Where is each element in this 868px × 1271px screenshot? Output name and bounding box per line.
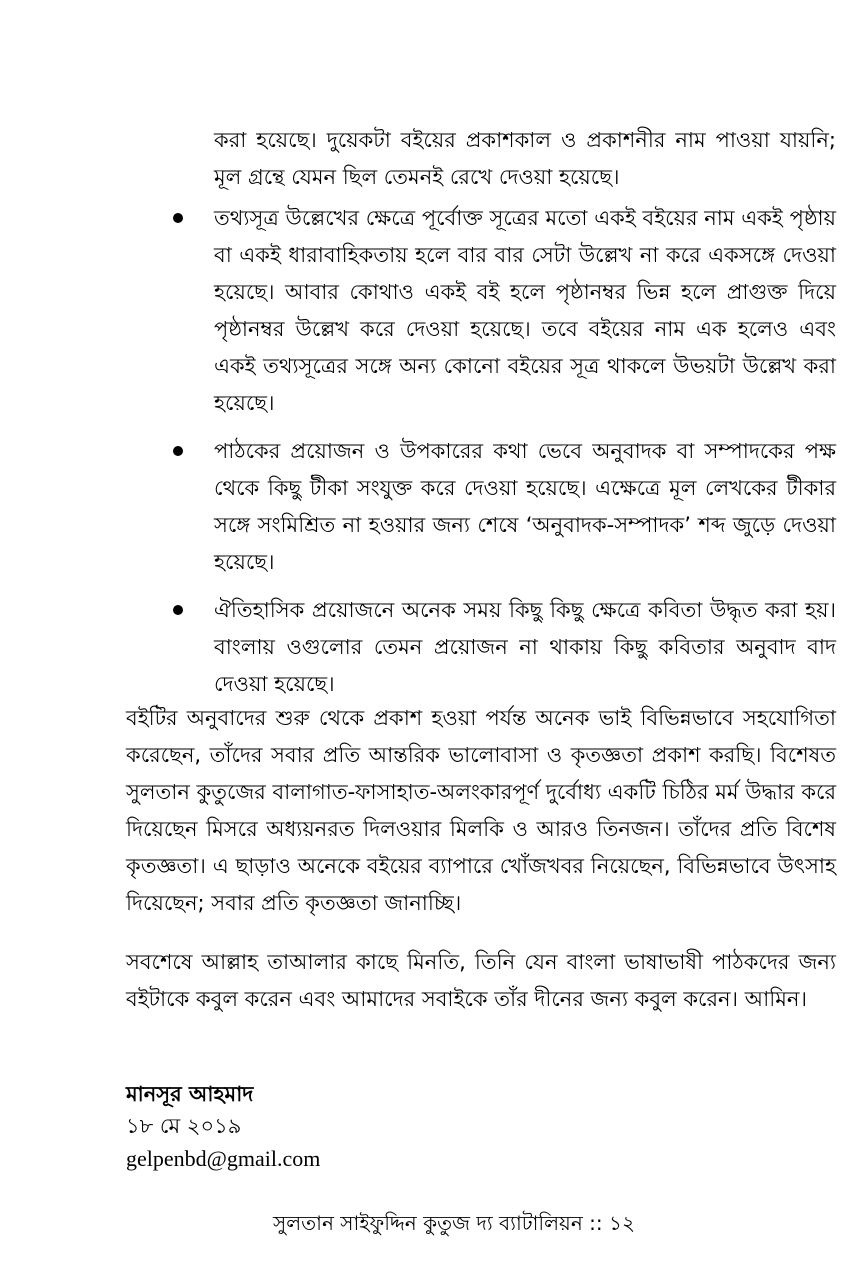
continued-bullet-text: করা হয়েছে। দুয়েকটা বইয়ের প্রকাশকাল ও প্রকাশনীর নাম পাওয়া যায়নি; মূল গ্রন্থে যেমন ছিল তেমনই রেখে দেওয়া হয়েছে। xyxy=(214,128,836,189)
notes-bullet-list xyxy=(214,200,836,714)
acknowledgement-paragraph: বইটির অনুবাদের শুরু থেকে প্রকাশ হওয়া পর্যন্ত অনেক ভাই বিভিন্নভাবে সহযোগিতা করেছেন, তাঁদের সবার প্রতি আন্তরিক ভালোবাসা ও কৃতজ্ঞতা প্রকাশ করছি। বিশেষত সুলতান কুতুজের বালাগাত-ফাসাহাত-অলংকারপূর্ণ দুর্বোধ্য একটি চিঠির মর্ম উদ্ধার করে দিয়েছেন মিসরে অধ্যয়নরত দিলওয়ার মিলকি ও আরও তিনজন। তাঁদের প্রতি বিশেষ কৃতজ্ঞতা। এ ছাড়াও অনেকে বইয়ের ব্যাপারে খোঁজখবর নিয়েছেন, বিভিন্নভাবে উৎসাহ দিয়েছেন; সবার প্রতি কৃতজ্ঞতা জানাচ্ছি। xyxy=(126,706,837,915)
bullet-item xyxy=(214,200,836,422)
bullet-text: তথ্যসূত্র উল্লেখের ক্ষেত্রে পূর্বোক্ত সূত্রের মতো একই বইয়ের নাম একই পৃষ্ঠায় বা একই ধারাবাহিকতায় হলে বার বার সেটা উল্লেখ না করে একসঙ্গে দেওয়া হয়েছে। আবার কোথাও একই বই হলে পৃষ্ঠানম্বর ভিন্ন হলে প্রাগুক্ত দিয়ে পৃষ্ঠানম্বর উল্লেখ করে দেওয়া হয়েছে। তবে বইয়ের নাম এক হলেও এবং একই তথ্যসূত্রের সঙ্গে অন্য কোনো বইয়ের সূত্র থাকলে উভয়টা উল্লেখ করা হয়েছে। xyxy=(214,206,836,415)
page-footer: সুলতান সাইফুদ্দিন কুতুজ দ্য ব্যাটালিয়ন :: ১২ xyxy=(273,1211,635,1235)
bullet-text: পাঠকের প্রয়োজন ও উপকারের কথা ভেবে অনুবাদক বা সম্পাদকের পক্ষ থেকে কিছু টীকা সংযুক্ত করে দেওয়া হয়েছে। এক্ষেত্রে মূল লেখকের টীকার সঙ্গে সংমিশ্রিত না হওয়ার জন্য শেষে ‘অনুবাদক-সম্পাদক’ শব্দ জুড়ে দেওয়া হয়েছে। xyxy=(214,439,836,574)
author-email: gelpenbd@gmail.com xyxy=(126,1146,321,1171)
bullet-icon xyxy=(173,605,183,615)
signature-date: ১৮ মে ২০১৯ xyxy=(126,1114,242,1138)
bullet-icon xyxy=(173,446,183,456)
bullet-icon xyxy=(173,213,183,223)
closing-prayer-paragraph: সবশেষে আল্লাহ তাআলার কাছে মিনতি, তিনি যেন বাংলা ভাষাভাষী পাঠকদের জন্য বইটাকে কবুল করেন এবং আমাদের সবাইকে তাঁর দীনের জন্য কবুল করেন। আমিন। xyxy=(126,950,836,1011)
bullet-item xyxy=(214,433,836,581)
bullet-item xyxy=(214,592,836,703)
bullet-text: ঐতিহাসিক প্রয়োজনে অনেক সময় কিছু কিছু ক্ষেত্রে কবিতা উদ্ধৃত করা হয়। বাংলায় ওগুলোর তেমন প্রয়োজন না থাকায় কিছু কবিতার অনুবাদ বাদ দেওয়া হয়েছে। xyxy=(214,598,836,696)
author-name: মানসূর আহমাদ xyxy=(126,1082,254,1106)
